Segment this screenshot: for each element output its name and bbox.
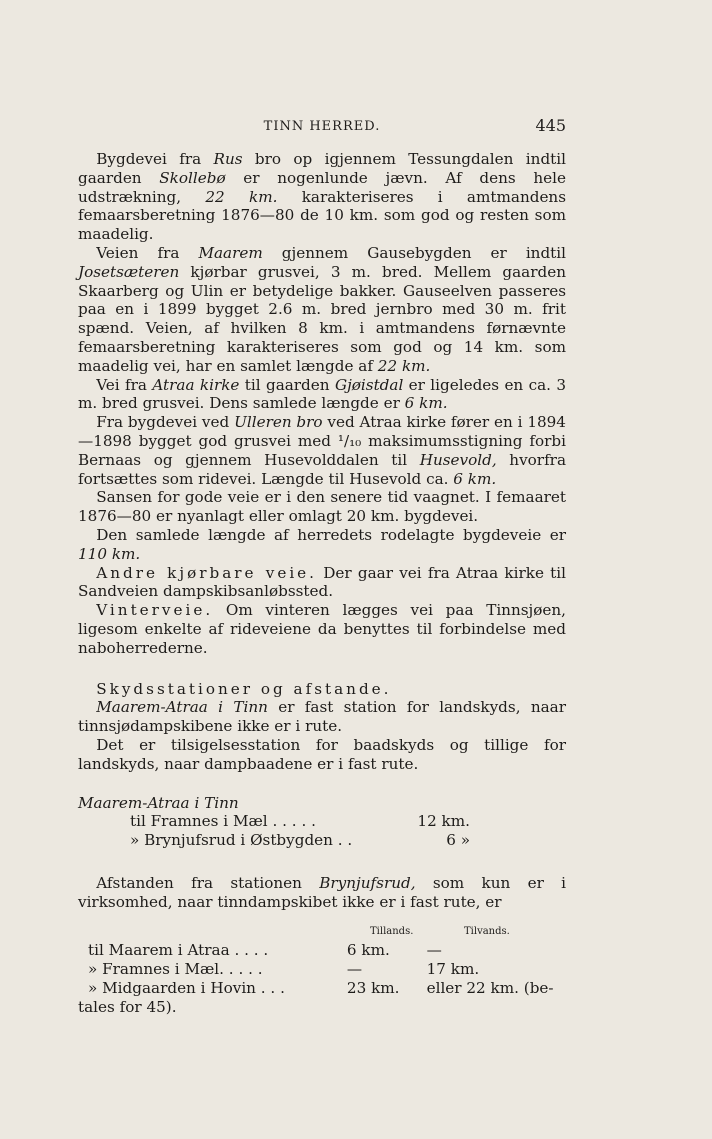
running-title: TINN HERRED. (263, 119, 381, 134)
station-name: Maarem-Atraa i Tinn (96, 698, 268, 717)
place-name: Atraa kirke (152, 375, 240, 394)
text-run: gjennem Gausebygden er indtil (262, 243, 567, 262)
distance: 22 km. (205, 187, 278, 206)
paragraph-new-roads: Sansen for gode veie er i den senere tid vaagnet. I femaaret 1876—80 er nyanlagt eller omlagt 20 km. bygdevei. (78, 488, 566, 526)
destination-cell: » Midgaarden i Hovin . . . (88, 979, 285, 998)
table-row (78, 960, 566, 979)
text-run: er fast station for landskyds, naar tinnsjødampskibene ikke er i rute. (78, 698, 566, 736)
distance-table-header (78, 923, 566, 941)
text-run: hvorfra fortsættes som ridevei. Længde til Husevold ca. (78, 450, 567, 488)
place-name: Rus (213, 150, 243, 168)
paragraph-total-length (78, 526, 566, 564)
distance: 22 km. (377, 356, 431, 375)
body-text (78, 150, 566, 1017)
spaced-heading: Vinterveie. (96, 601, 214, 620)
text-run: som kun er i virksomhed, naar tinndampskibet ikke er i fast rute, er (78, 873, 566, 911)
paragraph-rus-road (78, 150, 566, 244)
text-run: Der gaar vei fra Atraa kirke til Sandveien dampskibsanløbssted. (78, 563, 566, 601)
text-run: Bygdevei fra (96, 150, 214, 168)
route-line (78, 831, 566, 850)
text-run: karakteriseres i amtmandens femaarsberetning 1876—80 de 10 km. som god og resten som maadelig. (78, 187, 567, 244)
place-name: Josetsæteren (78, 262, 180, 281)
route-list (78, 794, 566, 850)
table-row (78, 979, 566, 998)
distance: 6 km. (453, 469, 497, 488)
place-name: Maarem (198, 243, 263, 262)
tillands-cell: 23 km. (346, 979, 400, 998)
route-distance: 6 » (446, 831, 470, 850)
route-distance: 12 km. (417, 812, 470, 831)
paragraph-station-maarem (78, 698, 566, 736)
paragraph-winter-roads (78, 601, 566, 657)
distance-table (78, 923, 566, 1016)
paragraph-brynjufsrud (78, 874, 566, 912)
place-name: Skollebø (159, 168, 226, 187)
page-header (78, 116, 566, 138)
destination-cell: til Maarem i Atraa . . . . (88, 941, 269, 960)
text-run: til gaarden (239, 375, 335, 394)
distance: 110 km. (78, 544, 141, 563)
distance: 6 km. (404, 394, 448, 413)
text-run: er nogenlunde jævn. Af dens hele udstrækning, (78, 168, 566, 206)
text-run: Den samlede længde af herredets rodelagte bygdeveie er (96, 525, 566, 544)
spaced-heading: Andre kjørbare veie. (96, 563, 317, 582)
tillands-cell: 6 km. (346, 941, 390, 960)
tilvands-cell: 17 km. (426, 960, 480, 979)
paragraph-atraa-road (78, 376, 566, 414)
route-destination: til Framnes i Mæl . . . . . (130, 812, 316, 831)
text-run: Veien fra (96, 243, 199, 262)
place-name: Husevold, (419, 450, 497, 469)
route-title: Maarem-Atraa i Tinn (78, 793, 239, 812)
table-row (78, 941, 566, 960)
text-run: Om vinteren lægges vei paa Tinnsjøen, ligesom enkelte af rideveiene da benyttes til forbindelse med naboherrederne. (78, 601, 566, 657)
text-run: bro op igjennem Tessungdalen indtil gaarden (78, 150, 566, 187)
paragraph-maarem-road (78, 244, 566, 376)
paragraph-ulleren-road (78, 413, 566, 488)
page-number: 445 (535, 116, 566, 135)
tilvands-cell: — (426, 941, 442, 960)
station-name: Brynjufsrud, (319, 873, 416, 892)
column-header-tillands: Tillands. (370, 926, 414, 938)
place-name: Gjøistdal (334, 375, 404, 394)
text-run: ved Atraa kirke fører en i 1894—1898 bygget god grusvei med ¹/₁₀ maksimumsstigning forbi Bernaas og gjennem Husevolddalen til (78, 413, 566, 469)
table-continuation: tales for 45). (78, 997, 177, 1016)
tilvands-cell: eller 22 km. (be- (426, 979, 554, 998)
text-run: er ligeledes en ca. 3 m. bred grusvei. Dens samlede længde er (78, 375, 567, 413)
column-header-tilvands: Tilvands. (464, 926, 510, 938)
text-run: Fra bygdevei ved (96, 413, 235, 432)
destination-cell: » Framnes i Mæl. . . . . (88, 960, 263, 979)
text-run: Afstanden fra stationen (96, 873, 320, 892)
paragraph-other-roads (78, 564, 566, 602)
text-run: kjørbar grusvei, 3 m. bred. Mellem gaarden Skaarberg og Ulin er betydelige bakker. Gauseelven passeres paa en i 1899 bygget 2.6 m. bred jernbro med 30 m. frit spænd. Veien, af hvilken 8 km. i amtmandens førnævnte femaarsberetning karakteriseres som god og 14 km. som maadelig vei, har en samlet længde af (78, 262, 566, 375)
tillands-cell: — (346, 960, 363, 979)
place-name: Ulleren bro (234, 413, 323, 432)
paragraph-station-boat: Det er tilsigelsesstation for baadskyds og tillige for landskyds, naar dampbaadene er i fast rute. (78, 735, 566, 773)
route-line (78, 812, 566, 831)
text-run: Vei fra (96, 375, 153, 394)
section-heading: Skydsstationer og afstande. (96, 679, 392, 698)
route-destination: » Brynjufsrud i Østbygden . . (130, 831, 353, 850)
